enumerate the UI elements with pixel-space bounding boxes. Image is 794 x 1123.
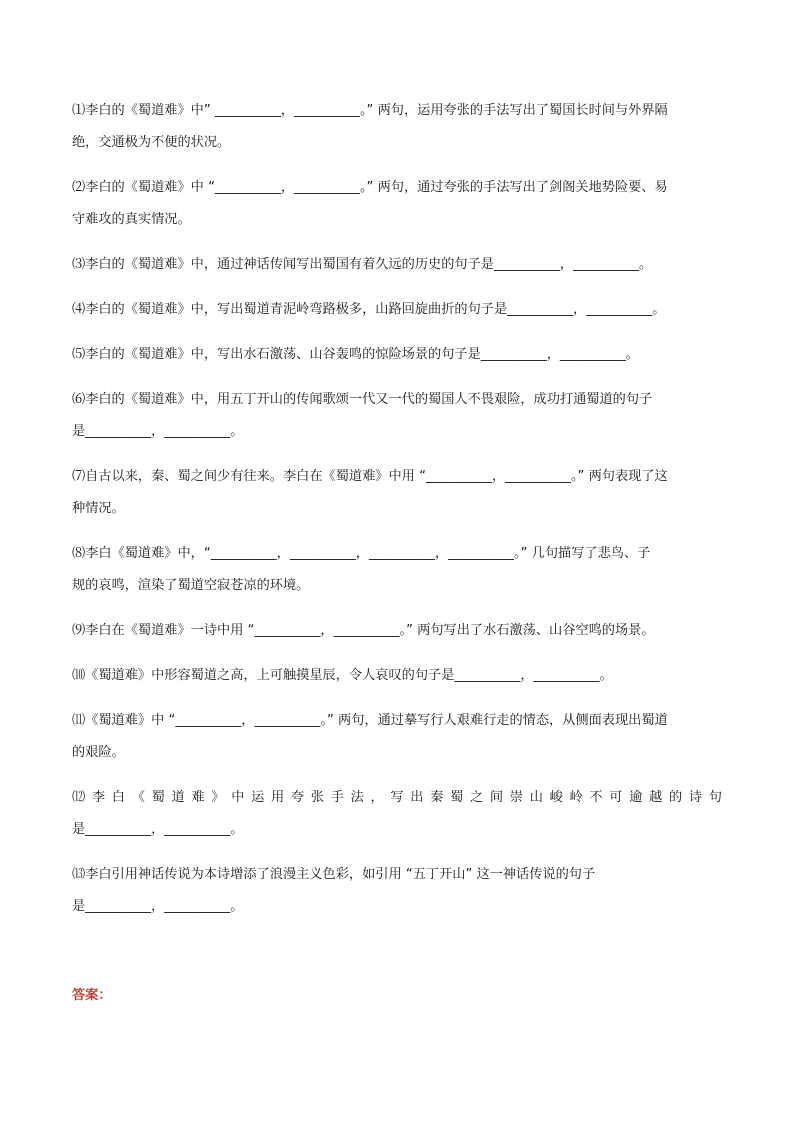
question-line: ⑾《蜀道难》中 “__________，__________。” 两句，通过摹写行人艰难行走的情态，从侧面表现出蜀道	[72, 713, 668, 728]
question-line: ⑵李白的《蜀道难》中 “__________，__________。” 两句，通过夸张的手法写出了剑阁关地势险要、易	[72, 180, 668, 195]
question-line: 是__________，__________。	[72, 899, 244, 914]
question-line: ⑶李白的《蜀道难》中，通过神话传闻写出蜀国有着久远的历史的句子是__________，__________。	[72, 257, 653, 272]
question-5	[72, 339, 722, 371]
question-6	[72, 384, 722, 448]
question-13	[72, 859, 722, 923]
question-line: ⑼李白在《蜀道难》一诗中用 “__________，__________。” 两句写出了水石激荡、山谷空鸣的场景。	[72, 623, 655, 638]
question-line: 是__________，__________。	[72, 424, 244, 439]
question-11	[72, 705, 722, 769]
answer-label: 答案：	[72, 988, 112, 1003]
question-line: 是__________，__________。	[72, 822, 244, 837]
question-8	[72, 538, 722, 602]
question-line: ⑸李白的《蜀道难》中，写出水石激荡、山谷轰鸣的惊险场景的句子是__________，__________。	[72, 347, 640, 362]
question-line: ⑺自古以来，秦、蜀之间少有往来。李白在《蜀道难》中用 “__________，__________。” 两句表现了这	[72, 469, 668, 484]
question-line: ⑿ 李 白 《 蜀 道 难 》 中 运 用 夸 张 手 法 ， 写 出 秦 蜀 之 间 崇 山 峻 岭 不 可 逾 越 的 诗 句	[72, 790, 722, 805]
question-line: ⑷李白的《蜀道难》中，写出蜀道青泥岭弯路极多，山路回旋曲折的句子是__________，__________。	[72, 302, 666, 317]
question-line: ⑹李白的《蜀道难》中，用五丁开山的传闻歌颂一代又一代的蜀国人不畏艰险，成功打通蜀道的句子	[72, 392, 653, 407]
question-7	[72, 461, 722, 525]
question-line: 规的哀鸣，渲染了蜀道空寂苍凉的环境。	[72, 578, 310, 593]
question-10	[72, 660, 722, 692]
question-line: 的艰险。	[72, 745, 125, 760]
question-line: ⒀李白引用神话传说为本诗增添了浪漫主义色彩，如引用 “五丁开山” 这一神话传说的句子	[72, 867, 596, 882]
question-1	[72, 95, 722, 159]
question-line: 种情况。	[72, 501, 125, 516]
question-line: 绝，交通极为不便的状况。	[72, 135, 231, 150]
question-9	[72, 615, 722, 647]
question-line: ⑴李白的《蜀道难》中” __________，__________。” 两句，运用夸张的手法写出了蜀国长时间与外界隔	[72, 103, 668, 118]
question-3	[72, 249, 722, 281]
question-12	[72, 782, 722, 846]
question-line: ⑻李白《蜀道难》中，“__________，__________，__________，__________。” 几句描写了悲鸟、子	[72, 546, 651, 561]
question-4	[72, 294, 722, 326]
question-line: 守难攻的真实情况。	[72, 212, 191, 227]
question-2	[72, 172, 722, 236]
question-line: ⑽《蜀道难》中形容蜀道之高，上可触摸星辰，令人哀叹的句子是__________，__________。	[72, 668, 613, 683]
